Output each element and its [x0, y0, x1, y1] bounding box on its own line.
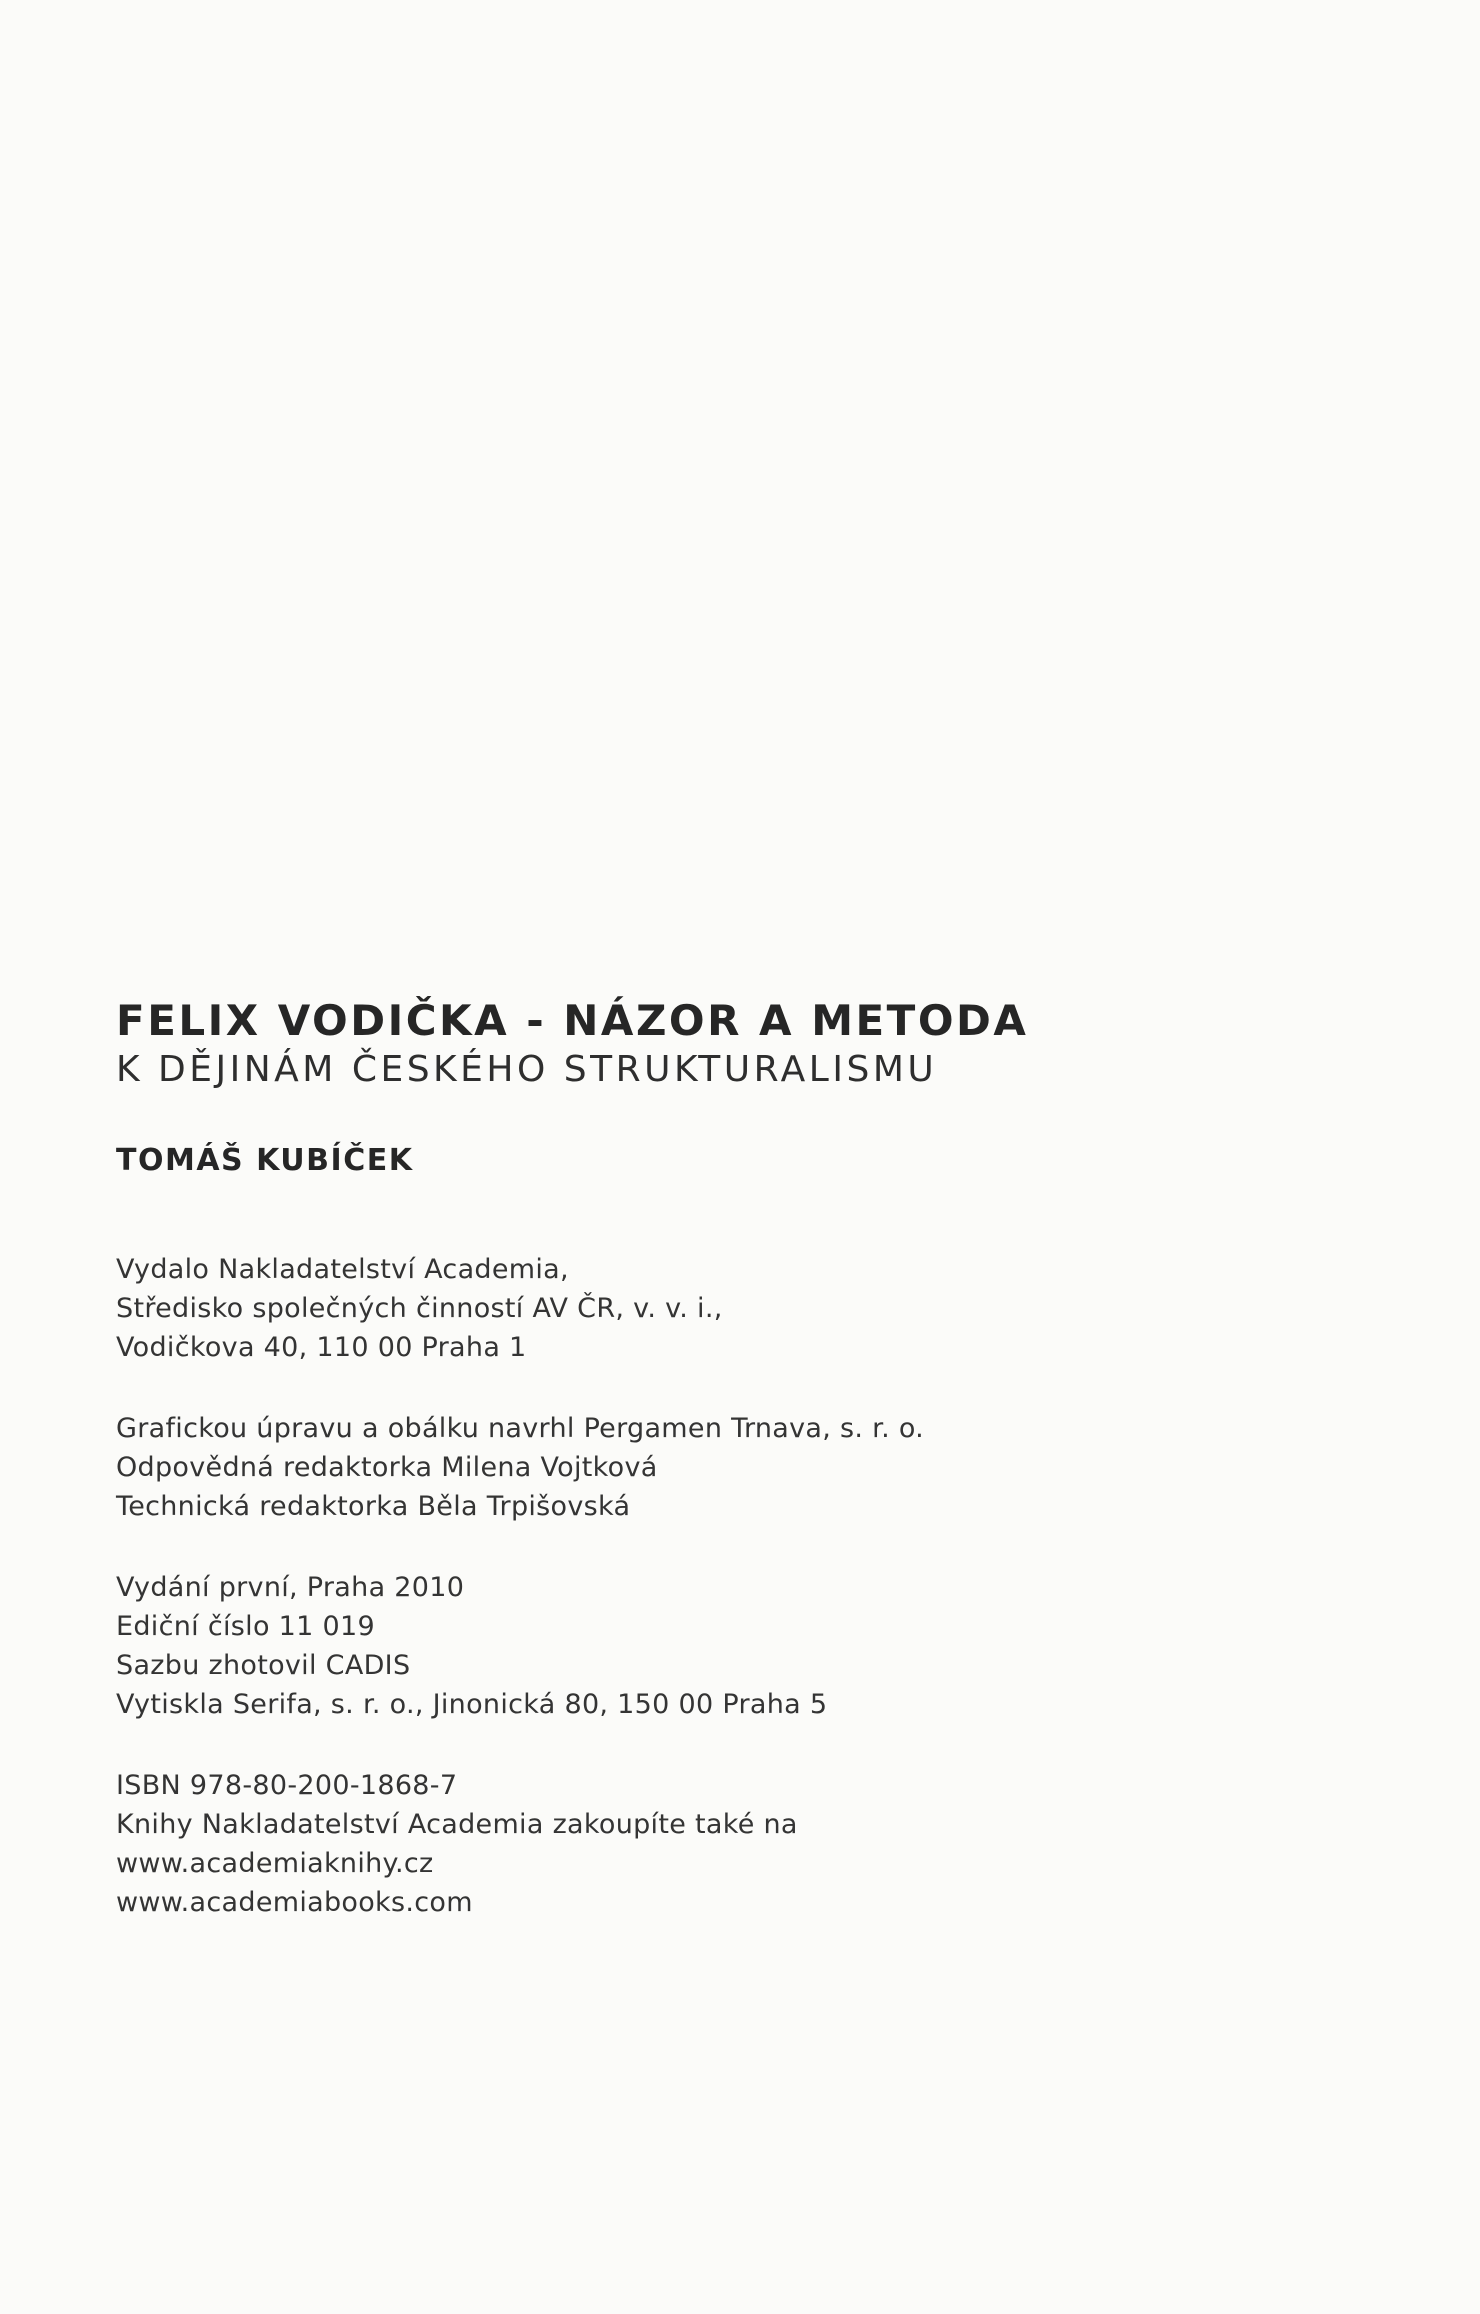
isbn-block — [116, 1766, 1216, 1922]
isbn-line: ISBN 978-80-200-1868-7 — [116, 1770, 458, 1801]
credits-line: Odpovědná redaktorka Milena Vojtková — [116, 1452, 658, 1483]
publisher-line: Vydalo Nakladatelství Academia, — [116, 1254, 569, 1285]
colophon — [116, 996, 1216, 1922]
publisher-block — [116, 1250, 1216, 1367]
credits-block — [116, 1409, 1216, 1526]
website-line: www.academiabooks.com — [116, 1887, 473, 1918]
book-subtitle: K DĚJINÁM ČESKÉHO STRUKTURALISMU — [116, 1049, 938, 1090]
edition-line: Sazbu zhotovil CADIS — [116, 1650, 411, 1681]
book-author: TOMÁŠ KUBÍČEK — [116, 1143, 414, 1178]
credits-line: Technická redaktorka Běla Trpišovská — [116, 1491, 631, 1522]
website-line: www.academiaknihy.cz — [116, 1848, 434, 1879]
edition-line: Vydání první, Praha 2010 — [116, 1572, 465, 1603]
credits-line: Grafickou úpravu a obálku navrhl Pergamen Trnava, s. r. o. — [116, 1413, 925, 1444]
isbn-line: Knihy Nakladatelství Academia zakoupíte také na — [116, 1809, 798, 1840]
publisher-line: Vodičkova 40, 110 00 Praha 1 — [116, 1332, 527, 1363]
edition-line: Vytiskla Serifa, s. r. o., Jinonická 80, 150 00 Praha 5 — [116, 1689, 828, 1720]
book-title: FELIX VODIČKA - NÁZOR A METODA — [116, 996, 1029, 1045]
edition-block — [116, 1568, 1216, 1724]
edition-line: Ediční číslo 11 019 — [116, 1611, 375, 1642]
publisher-line: Středisko společných činností AV ČR, v. v. i., — [116, 1293, 723, 1324]
